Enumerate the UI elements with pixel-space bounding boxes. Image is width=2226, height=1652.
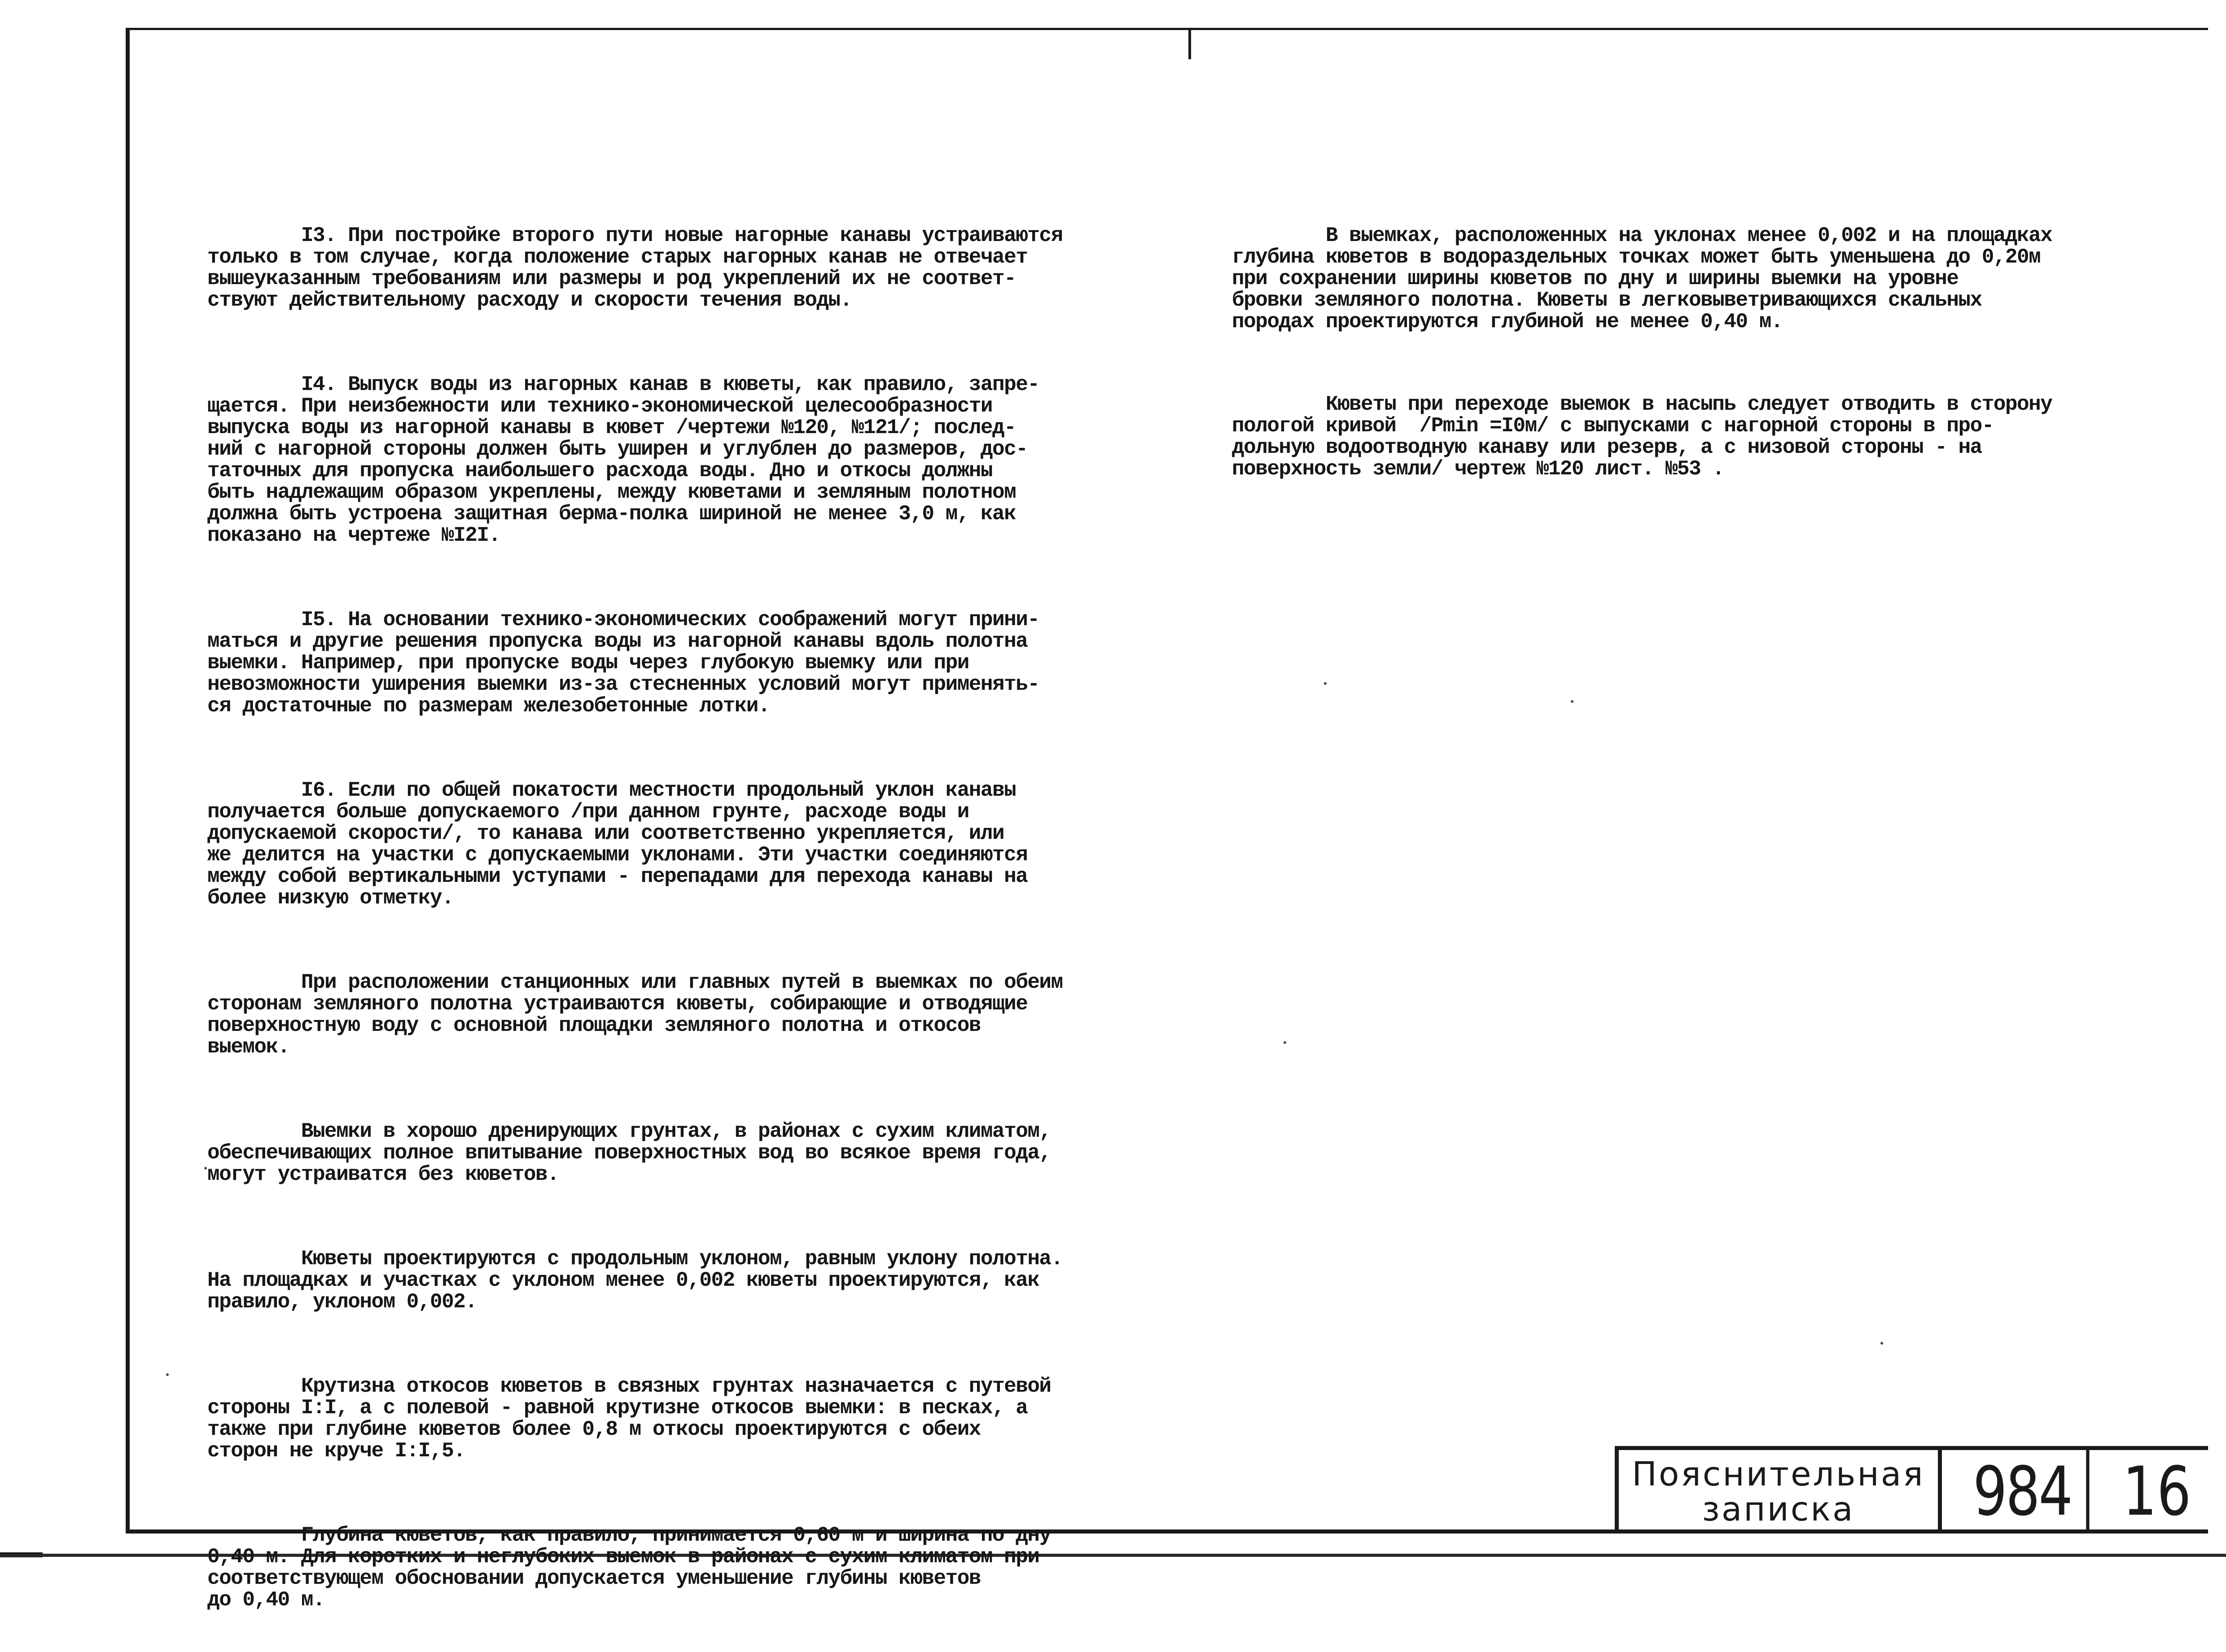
scan-speck — [204, 1167, 207, 1170]
paragraph-side-slopes: Крутизна откосов кюветов в связных грунтах назначается с путевой стороны I:I, а с полевой - равной крутизне откосов выемки: в песках, а также при глубине кюветов более 0,8 м откосы проектируются с обеих сторон не круче I:I,5. — [207, 1375, 1051, 1463]
paragraph-14: I4. Выпуск воды из нагорных канав в кюветы, как правило, запре- щается. При неизбежности или технико-экономической целесообразности выпуска воды из нагорной канавы в кювет /чертежи №120, №121/; послед- ний с нагорной стороны должен быть уширен и углублен до размеров, дос- таточных для пропуска наибольшего расхода воды. Дно и откосы должны быть надлежащим образом укреплены, между кюветами и земляным полотном должна быть устроена защитная берма-полка шириной не менее 3,0 м, как показано на чертеже №I2I. — [207, 373, 1039, 547]
right-text-column — [1232, 182, 2197, 519]
paragraph-16: I6. Если по общей покатости местности продольный уклон канавы получается больше допускаемого /при данном грунте, расходе воды и допускаемой скорости/, то канава или соответственно укрепляется, или же делится на участки с допускаемыми уклонами. Эти участки соединяются между собой вертикальными уступами - перепадами для перехода канавы на более низкую отметку. — [207, 779, 1028, 910]
scan-speck — [1324, 682, 1327, 685]
paragraph-ditch-slope: Кюветы проектируются с продольным уклоном, равным уклону полотна. На площадках и участках с уклоном менее 0,002 кюветы проектируются, как правило, уклоном 0,002. — [207, 1247, 1063, 1314]
sheet-number: 16 — [2122, 1453, 2191, 1531]
scan-speck — [1571, 700, 1573, 703]
paragraph-ditch-transition: Кюветы при переходе выемок в насыпь следует отводить в сторону пологой кривой /Рmin =I0м/ с выпусками с нагорной стороны в про- дольную водоотводную канаву или резерв, а с низовой стороны - на поверхность земли/ чертеж №120 лист. №53 . — [1232, 393, 2052, 481]
paragraph-station-tracks: При расположении станционных или главных путей в выемках по обеим сторонам земляного полотна устраиваются кюветы, собирающие и отводящие поверхностную воду с основной площадки земляного полотна и откосов выемок. — [207, 971, 1063, 1059]
paragraph-draining-soils: Выемки в хорошо дренирующих грунтах, в районах с сухим климатом, обеспечивающих полное впитывание поверхностных вод во всякое время года, могут устраиватся без кюветов. — [207, 1120, 1051, 1186]
paragraph-ditch-depth: Глубина кюветов, как правило, принимается 0,60 м и ширина по дну 0,40 м. Для коротких и неглубоких выемок в районах с сухим климатом при соответствующем обосновании допускается уменьшение глубины кюветов до 0,40 м. — [207, 1524, 1051, 1612]
document-code: 984 — [1959, 1450, 2090, 1534]
title-line-1: Пояснительная — [1632, 1455, 1925, 1494]
scan-speck — [1880, 1342, 1883, 1345]
title-block-name — [1619, 1450, 1942, 1534]
title-block — [1615, 1446, 2208, 1534]
scan-speck — [166, 1373, 169, 1376]
paragraph-15: I5. На основании технико-экономических соображений могут прини- маться и другие решения пропуска воды из нагорной канавы вдоль полотна выемки. Например, при пропуске воды через глубокую выемку или при невозможности уширения выемки из-за стесненных условий могут применять- ся достаточные по размерам железобетонные лотки. — [207, 608, 1039, 718]
paragraph-13: I3. При постройке второго пути новые нагорные канавы устраиваются только в том случае, когда положение старых нагорных канав не отвечает вышеуказанным требованиям или размеры и род укреплений их не соответ- ствуют действительному расходу и скорости течения воды. — [207, 224, 1063, 312]
paragraph-watershed-ditches: В выемках, расположенных на уклонах менее 0,002 и на площадках глубина кюветов в водораздельных точках может быть уменьшена до 0,20м при сохранении ширины кюветов по дну и ширины выемки на уровне бровки земляного полотна. Кюветы в легковыветривающихся скальных породах проектируются глубиной не менее 0,40 м. — [1232, 224, 2052, 333]
left-text-column — [207, 182, 1226, 1652]
frame-center-tick — [1188, 28, 1191, 59]
title-line-2: записка — [1702, 1490, 1855, 1529]
scan-speck — [1284, 1041, 1286, 1044]
